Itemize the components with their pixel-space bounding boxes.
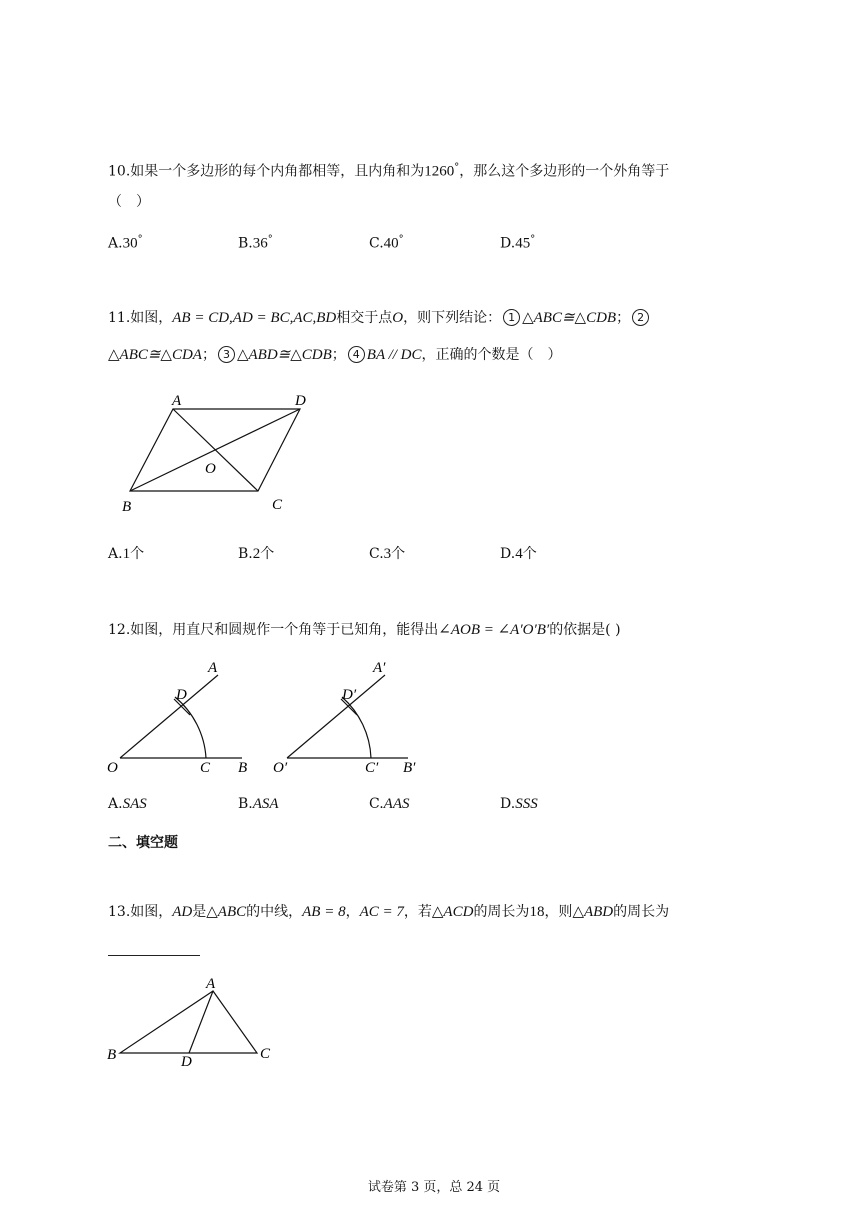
q11-parallelogram-figure <box>108 385 328 520</box>
q10-option-a[interactable]: A.30° <box>108 234 143 252</box>
q12-stem: 12.如图，用直尺和圆规作一个角等于已知角，能得出∠AOB = ∠A′O′B′的依据是( ) <box>108 622 621 638</box>
q10-stem-line1: 10.如果一个多边形的每个内角都相等，且内角和为1260°，那么这个多边形的一个外角等于 <box>108 162 670 180</box>
label-o-prime: O′ <box>273 760 288 776</box>
arc-dc <box>175 697 206 758</box>
label-b: B <box>122 499 132 515</box>
label-o: O <box>107 760 118 776</box>
ray-oa <box>120 675 218 758</box>
section-heading-fill-in: 二、填空题 <box>108 835 178 851</box>
label-c: C <box>272 497 283 513</box>
q12-option-d[interactable]: D.SSS <box>500 796 538 812</box>
q10-angle-sum: 1260 <box>424 163 455 180</box>
circled-number-4: 4 <box>348 346 365 363</box>
q10-option-b[interactable]: B.36° <box>238 234 273 252</box>
arc-d-prime-c-prime <box>342 697 371 758</box>
label-d-prime: D′ <box>342 687 357 703</box>
label-d: D <box>176 687 187 703</box>
label-a: A <box>172 393 182 409</box>
q11-option-d[interactable]: D.4个 <box>500 546 537 562</box>
q13-triangle-figure <box>100 970 290 1070</box>
q11-option-b[interactable]: B.2个 <box>238 546 275 562</box>
q13-stem: 13.如图，AD是△ABC的中线，AB = 8，AC = 7，若△ACD的周长为18，则△ABD的周长为 <box>108 904 670 920</box>
label-c: C <box>200 760 211 776</box>
label-d: D <box>295 393 306 409</box>
q11-option-a[interactable]: A.1个 <box>108 546 145 562</box>
q12-option-a[interactable]: A.SAS <box>108 796 147 812</box>
circled-number-3: 3 <box>218 346 235 363</box>
label-b-prime: B′ <box>403 760 416 776</box>
angle-aob-figure <box>107 660 247 776</box>
label-c-prime: C′ <box>365 760 379 776</box>
angle-a-prime-o-prime-b-prime-figure <box>273 660 416 776</box>
label-d: D <box>181 1054 192 1070</box>
label-o: O <box>205 461 216 477</box>
label-c: C <box>260 1046 271 1062</box>
median-ad <box>189 991 213 1053</box>
q12-construction-figures <box>100 655 420 780</box>
q12-option-c[interactable]: C.AAS <box>369 796 410 812</box>
diagonal-bd <box>130 409 300 491</box>
q11-stem-line1: 11.如图，AB = CD,AD = BC,AC,BD相交于点O，则下列结论： 1 △ABC≅△CDB； 2 <box>108 308 651 328</box>
q13-answer-blank[interactable] <box>108 955 200 956</box>
q10-answer-paren: （ ） <box>108 194 150 210</box>
triangle-abc <box>120 991 257 1053</box>
q10-option-d[interactable]: D.45° <box>500 234 536 252</box>
label-a: A <box>208 660 218 676</box>
q12-option-b[interactable]: B.ASA <box>238 796 279 812</box>
ray-o-prime-a-prime <box>287 675 385 758</box>
q11-option-c[interactable]: C.3个 <box>369 546 406 562</box>
label-a-prime: A′ <box>373 660 386 676</box>
page-footer: 试卷第 3 页，总 24 页 <box>367 1180 501 1195</box>
circled-number-1: 1 <box>503 309 520 326</box>
q10-option-c[interactable]: C.40° <box>369 234 404 252</box>
circled-number-2: 2 <box>632 309 649 326</box>
label-b: B <box>238 760 248 776</box>
q11-stem-line2: △ABC≅△CDA； 3 △ABD≅△CDB； 4 BA // DC，正确的个数是（ ） <box>108 347 562 363</box>
label-b: B <box>107 1047 117 1063</box>
label-a: A <box>206 976 216 992</box>
